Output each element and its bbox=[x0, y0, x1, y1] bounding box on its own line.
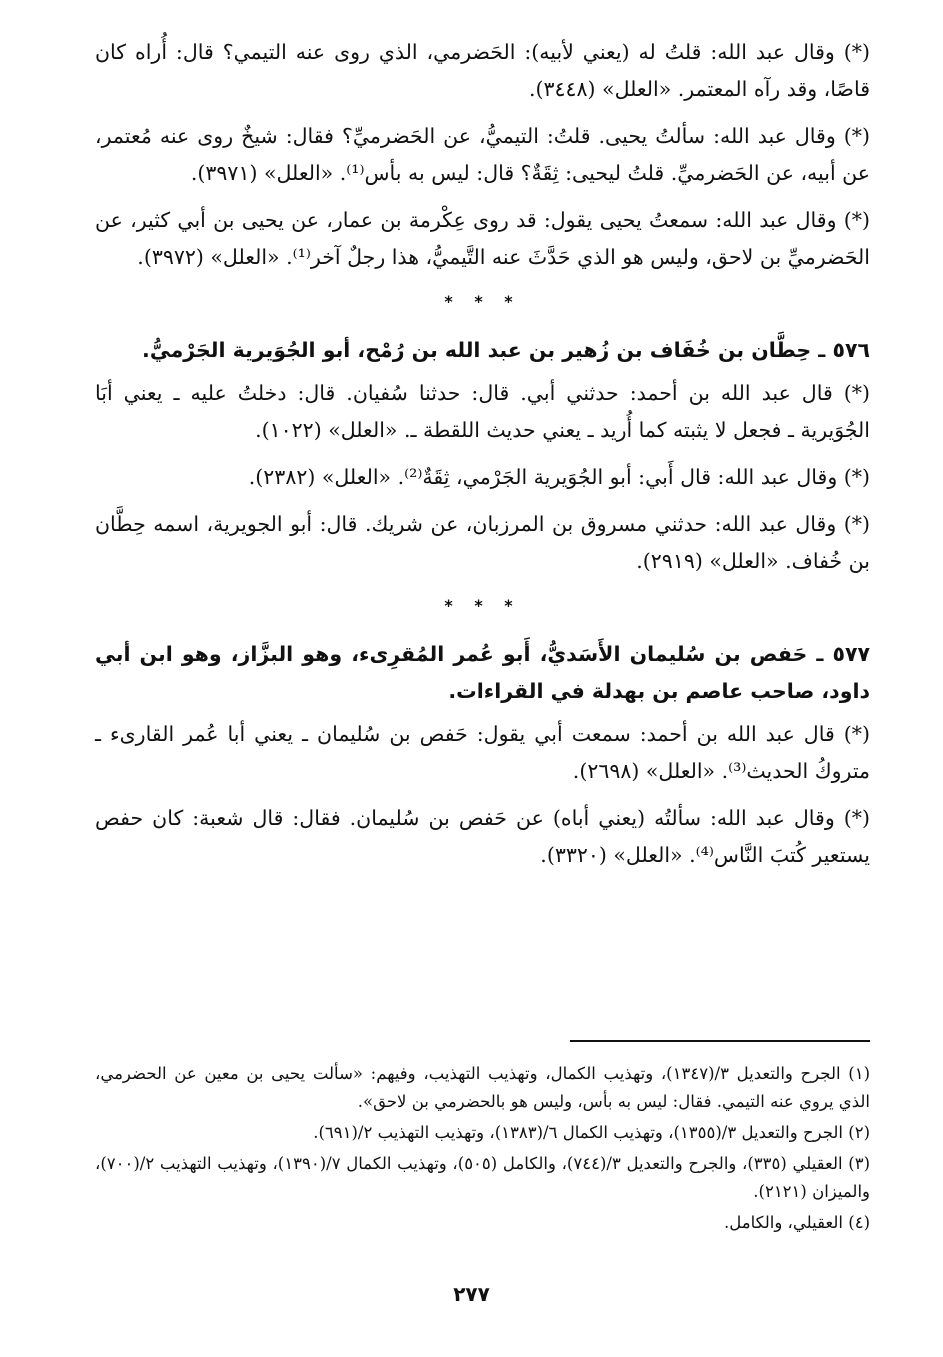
entry-576-paragraph-1: (*) قال عبد الله بن أحمد: حدثني أبي. قال: حدثنا سُفيان. قال: دخلتُ عليه ـ يعني أبَا الجُوَيرية ـ فجعل لا يثبته كما أُريد ـ يعني حديث اللقطة ـ. «العلل» (١٠٢٢). bbox=[95, 381, 870, 442]
entry-576-paragraph-3: (*) وقال عبد الله: حدثني مسروق بن المرزبان، عن شريك. قال: أبو الجويرية، اسمه حِطَّان بن خُفاف. «العلل» (٢٩١٩). bbox=[95, 512, 870, 573]
entry-576-heading: ٥٧٦ ـ حِطَّان بن خُفَاف بن زُهير بن عبد الله بن رُمْح، أبو الجُوَيرية الجَرْميُّ. bbox=[142, 338, 870, 362]
entry-576-paragraph-2: (*) وقال عبد الله: قال أَبي: أبو الجُوَيرية الجَرْمي، ثِقَةٌ⁽²⁾. «العلل» (٢٣٨٢). bbox=[248, 465, 870, 489]
footnote-2: (٢) الجرح والتعديل ٣/(١٣٥٥)، وتهذيب الكمال ٦/(١٣٨٣)، وتهذيب التهذيب ٢/(٦٩١). bbox=[313, 1123, 870, 1142]
footnote-1: (١) الجرح والتعديل ٣/(١٣٤٧)، وتهذيب الكمال، وتهذيب التهذيب، وفيهم: «سألت يحيى بن معين عن الحضرمي، الذي يروي عنه التيمي. فقال: ليس به بأس، وليس هو بالحضرمي بن لاحق». bbox=[95, 1064, 870, 1111]
entry-577-heading: ٥٧٧ ـ حَفص بن سُليمان الأَسَديُّ، أَبو عُمر المُقرِىء، وهو البزَّاز، وهو ابن أبي داود، صاحب عاصم بن بهدلة في القراءات. bbox=[95, 642, 870, 703]
footnotes bbox=[95, 1060, 870, 1240]
page-body bbox=[95, 34, 870, 884]
entry-577-paragraph-1: (*) قال عبد الله بن أحمد: سمعت أبي يقول: حَفص بن سُليمان ـ يعني أبا عُمر القارىء ـ متروكُ الحديث⁽³⁾. «العلل» (٢٦٩٨). bbox=[95, 722, 870, 783]
page-number: ٢٧٧ bbox=[453, 1282, 490, 1306]
paragraph-2: (*) وقال عبد الله: سألتُ يحيى. قلتُ: التيميُّ، عن الحَضرميِّ؟ فقال: شيخٌ روى عنه مُعتمر، عن أبيه، عن الحَضرميِّ. قلتُ ليحيى: ثِقَةٌ؟ قال: ليس به بأس⁽¹⁾. «العلل» (٣٩٧١). bbox=[95, 124, 870, 185]
section-separator: * * * bbox=[444, 292, 521, 311]
footnote-3: (٣) العقيلي (٣٣٥)، والجرح والتعديل ٣/(٧٤٤)، والكامل (٥٠٥)، وتهذيب الكمال ٧/(١٣٩٠)، وتهذيب التهذيب ٢/(٧٠٠)، والميزان (٢١٢١). bbox=[95, 1154, 870, 1201]
paragraph-1: (*) وقال عبد الله: قلتُ له (يعني لأبيه): الحَضرمي، الذي روى عنه التيمي؟ قال: أُراه كان قاصًا، وقد رآه المعتمر. «العلل» (٣٤٤٨). bbox=[95, 40, 870, 101]
footnote-4: (٤) العقيلي، والكامل. bbox=[724, 1213, 870, 1232]
section-separator: * * * bbox=[444, 596, 521, 615]
footnote-divider bbox=[570, 1040, 870, 1042]
entry-577-paragraph-2: (*) وقال عبد الله: سألتُه (يعني أباه) عن حَفص بن سُليمان. فقال: قال شعبة: كان حفص يستعير كُتبَ النَّاس⁽⁴⁾. «العلل» (٣٣٢٠). bbox=[95, 806, 870, 867]
paragraph-3: (*) وقال عبد الله: سمعتُ يحيى يقول: قد روى عِكْرمة بن عمار، عن يحيى بن أبي كثير، عن الحَضرميِّ بن لاحق، وليس هو الذي حَدَّثَ عنه التَّيميُّ، هذا رجلٌ آخر⁽¹⁾. «العلل» (٣٩٧٢). bbox=[95, 208, 870, 269]
